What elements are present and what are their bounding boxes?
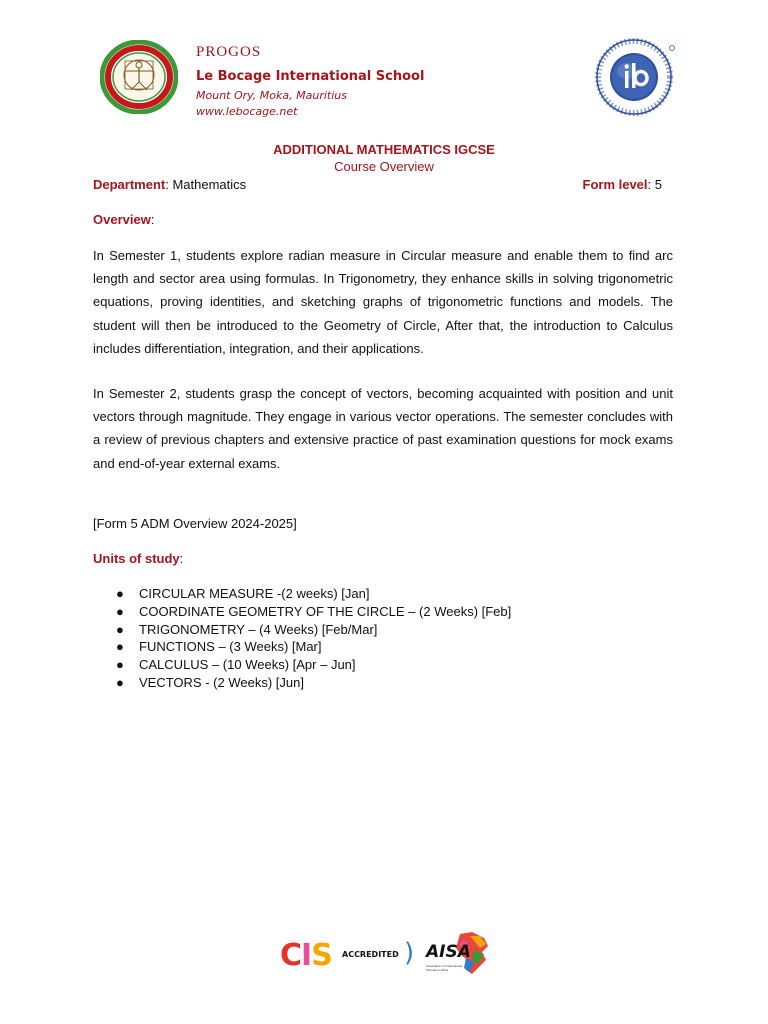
bullet-icon: ●: [116, 674, 124, 690]
department-value: : Mathematics: [165, 177, 247, 192]
cis-bracket: ): [404, 938, 415, 968]
cis-letter-i: I: [301, 938, 312, 973]
form-level-label: Form level: [582, 177, 648, 192]
aisa-logo-text: AISA: [426, 942, 471, 962]
document-title: ADDITIONAL MATHEMATICS IGCSE: [273, 142, 495, 157]
cis-logo: [280, 938, 332, 973]
overview-reference: [Form 5 ADM Overview 2024-2025]: [93, 516, 297, 531]
unit-text: CIRCULAR MEASURE -(2 weeks) [Jan]: [139, 586, 370, 601]
school-name: Le Bocage International School: [196, 69, 425, 84]
overview-paragraph-semester-1: In Semester 1, students explore radian measure in Circular measure and enable them to find arc length and sector area using formulas. In Trigonometry, they enhance skills in solving trigonometric equations, proving identities, and sketching graphs of trigonometric functions and models. The student will then be introduced to the Geometry of Circle, After that, the introduction to Calculus includes differentiation, integration, and their applications.: [93, 248, 673, 356]
unit-text: TRIGONOMETRY – (4 Weeks) [Feb/Mar]: [139, 621, 378, 637]
unit-text: VECTORS - (2 Weeks) [Jun]: [139, 674, 304, 690]
document-subtitle: Course Overview: [334, 159, 434, 174]
bullet-icon: ●: [116, 603, 124, 619]
overview-paragraph-semester-2: In Semester 2, students grasp the concept of vectors, becoming acquainted with position and unit vectors through magnitude. They engage in various vector operations. The semester concludes with a review of previous chapters and extensive practice of past examination questions for mock exams and end-of-year external exams.: [93, 386, 673, 471]
overview-label: Overview: [93, 212, 151, 227]
units-list: [116, 585, 511, 692]
bullet-icon: ●: [116, 621, 124, 637]
school-website: www.lebocage.net: [196, 105, 298, 118]
school-crest-logo: [100, 40, 178, 114]
units-heading: [93, 551, 183, 566]
unit-item: [116, 621, 511, 639]
aisa-subtitle: Association of International Schools in Africa: [426, 964, 463, 972]
bullet-icon: ●: [116, 657, 124, 673]
department-line: [93, 177, 246, 192]
cis-letter-c: C: [280, 938, 302, 973]
unit-text: CALCULUS – (10 Weeks) [Apr – Jun]: [139, 657, 356, 673]
bullet-icon: ●: [116, 639, 124, 655]
units-label: Units of study: [93, 551, 180, 566]
overview-colon: :: [150, 212, 155, 227]
unit-item: [116, 585, 511, 603]
school-letterhead: [196, 44, 424, 118]
school-address: Mount Ory, Moka, Mauritius: [196, 89, 347, 102]
units-colon: :: [179, 551, 184, 566]
form-level-line: [583, 177, 663, 192]
brand-name: PROGOS: [196, 44, 262, 60]
unit-item: [116, 603, 511, 621]
overview-heading: [93, 212, 154, 227]
accreditation-footer: [280, 930, 494, 978]
unit-text: FUNCTIONS – (3 Weeks) [Mar]: [139, 639, 322, 655]
ib-world-school-logo: [594, 38, 676, 116]
unit-text: COORDINATE GEOMETRY OF THE CIRCLE – (2 Weeks) [Feb]: [139, 603, 512, 619]
department-label: Department: [93, 177, 166, 192]
unit-item: [116, 656, 511, 674]
unit-item: [116, 638, 511, 656]
accredited-label: ACCREDITED: [342, 950, 399, 959]
unit-item: [116, 674, 511, 692]
cis-letter-s: S: [311, 938, 332, 973]
bullet-icon: ●: [116, 586, 124, 601]
form-level-value: : 5: [647, 177, 662, 192]
